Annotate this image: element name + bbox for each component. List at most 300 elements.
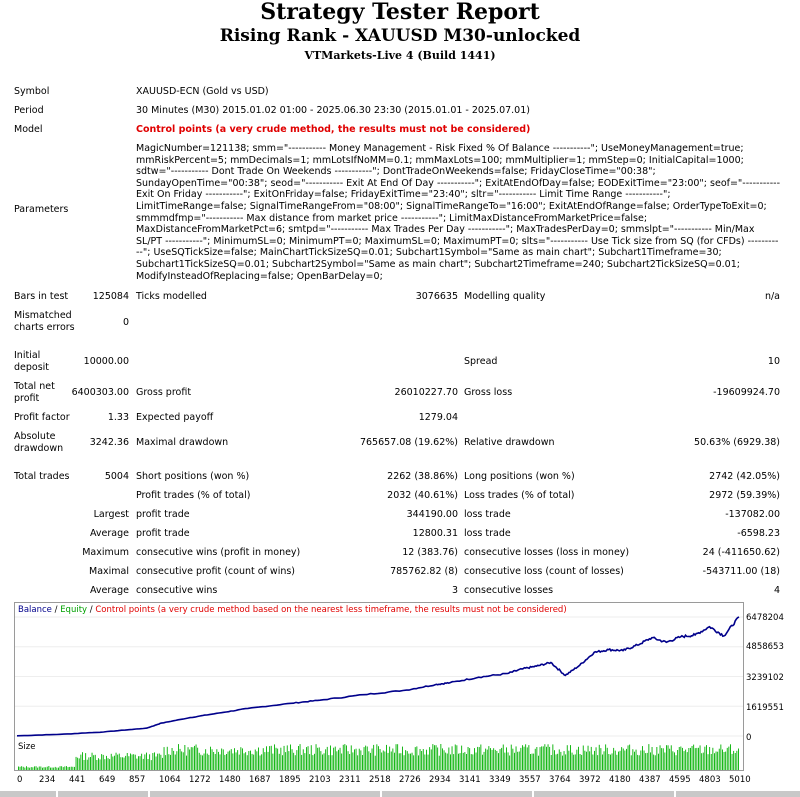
- size-bar: [512, 749, 513, 770]
- x-tick-label: 3557: [519, 775, 541, 785]
- size-bar: [482, 755, 483, 770]
- size-bar: [138, 756, 139, 770]
- legend-balance: Balance: [18, 605, 52, 615]
- size-bar: [600, 748, 601, 770]
- size-bar: [207, 754, 208, 770]
- size-bar: [208, 755, 209, 770]
- size-bar: [224, 755, 225, 770]
- size-bar: [336, 751, 337, 770]
- size-bar: [79, 758, 80, 770]
- size-bar: [544, 744, 545, 770]
- size-bar: [655, 755, 656, 770]
- size-bar: [298, 746, 299, 770]
- size-bar: [47, 767, 48, 770]
- spread-value: 10: [767, 356, 780, 367]
- size-bar: [676, 755, 677, 770]
- size-bar: [226, 754, 227, 770]
- size-bar: [66, 766, 67, 770]
- size-bar: [277, 749, 278, 770]
- size-bar: [410, 754, 411, 770]
- size-bar: [698, 748, 699, 770]
- avg-cons-wins-label: consecutive wins: [136, 585, 218, 596]
- size-bar: [696, 748, 697, 770]
- size-bar: [733, 751, 734, 770]
- size-bar: [461, 746, 462, 770]
- size-bar: [399, 753, 400, 770]
- size-bar: [501, 748, 502, 770]
- x-tick-label: 1480: [219, 775, 241, 785]
- size-bar: [695, 748, 696, 770]
- size-bar: [133, 754, 134, 770]
- size-bar: [98, 758, 99, 770]
- size-bar: [418, 755, 419, 770]
- size-bar: [367, 747, 368, 771]
- size-bar: [602, 755, 603, 771]
- size-bar: [103, 755, 104, 770]
- size-bar: [714, 753, 715, 770]
- size-bar: [576, 750, 577, 770]
- size-bar: [624, 751, 625, 771]
- average2-label: Average: [89, 585, 129, 596]
- size-bar: [568, 751, 569, 770]
- size-bar: [111, 754, 112, 770]
- x-tick-label: 234: [39, 775, 56, 785]
- size-bar: [228, 752, 229, 770]
- size-bar: [562, 756, 563, 770]
- size-bar: [493, 748, 494, 770]
- y-tick-label: 0: [746, 733, 752, 743]
- size-bar: [402, 747, 403, 770]
- size-bar: [458, 754, 459, 770]
- x-tick-label: 1064: [159, 775, 181, 785]
- size-bar: [532, 754, 533, 770]
- average-loss-label: loss trade: [464, 528, 511, 539]
- size-bar: [359, 749, 360, 770]
- size-bar: [557, 754, 558, 770]
- size-bar: [151, 760, 152, 770]
- avg-cons-wins-value: 3: [451, 585, 458, 596]
- size-bar: [384, 752, 385, 771]
- size-bar: [285, 752, 286, 770]
- size-bar: [404, 755, 405, 770]
- size-bar: [71, 767, 72, 770]
- size-bar: [39, 767, 40, 771]
- size-bar: [455, 745, 456, 771]
- size-bar: [469, 748, 470, 770]
- size-bar: [260, 756, 261, 771]
- size-bar: [53, 768, 54, 770]
- size-bar: [287, 745, 288, 770]
- size-bar: [397, 744, 398, 770]
- chart-legend: [18, 605, 567, 615]
- size-bar: [168, 754, 169, 770]
- size-bar: [87, 760, 88, 770]
- size-bar: [159, 754, 160, 771]
- size-bar: [44, 767, 45, 770]
- absolute-drawdown-value: 3242.36: [89, 437, 129, 448]
- bottom-bar-segment: [150, 791, 380, 797]
- size-bar: [400, 753, 401, 770]
- size-bar: [415, 747, 416, 770]
- size-bar: [354, 749, 355, 770]
- size-bar: [255, 750, 256, 771]
- size-bar: [485, 749, 486, 770]
- size-label: Size: [18, 742, 36, 752]
- initial-deposit-value: 10000.00: [83, 356, 129, 367]
- x-tick-label: 1272: [189, 775, 211, 785]
- x-tick-label: 857: [129, 775, 146, 785]
- size-bar: [612, 753, 613, 770]
- size-bar: [104, 759, 105, 770]
- size-bar: [634, 752, 635, 770]
- absolute-drawdown-label-2: drawdown: [14, 443, 64, 454]
- size-bar: [434, 745, 435, 770]
- size-bar: [647, 753, 648, 770]
- size-bar: [488, 746, 489, 770]
- size-bar: [596, 747, 597, 770]
- size-bar: [536, 747, 537, 770]
- model-value: Control points (a very crude method, the results must not be considered): [136, 124, 531, 135]
- spread-label: Spread: [464, 356, 498, 367]
- size-bar: [42, 768, 43, 770]
- x-tick-label: 4387: [639, 775, 661, 785]
- size-bar: [594, 751, 595, 770]
- size-bar: [413, 755, 414, 770]
- size-bar: [68, 767, 69, 770]
- size-bar: [405, 750, 406, 770]
- size-bar: [117, 755, 118, 770]
- legend-sep-2: /: [87, 605, 96, 615]
- size-bar: [122, 757, 123, 770]
- size-bar: [132, 755, 133, 771]
- gross-loss-label: Gross loss: [464, 387, 513, 398]
- size-bar: [252, 754, 253, 770]
- size-bar: [264, 752, 265, 770]
- size-bar: [671, 745, 672, 770]
- bottom-bar-segment: [382, 791, 532, 797]
- size-bar: [261, 754, 262, 770]
- size-bar: [650, 752, 651, 770]
- size-bar: [328, 755, 329, 770]
- size-bar: [376, 744, 377, 770]
- size-bar: [613, 748, 614, 770]
- size-bar: [234, 748, 235, 770]
- size-bar: [21, 766, 22, 770]
- largest-profit-label: profit trade: [136, 509, 190, 520]
- profit-trades-label: Profit trades (% of total): [136, 490, 251, 501]
- size-bar: [690, 748, 691, 770]
- average-label: Average: [89, 528, 129, 539]
- size-bar: [76, 757, 77, 770]
- size-bar: [570, 745, 571, 770]
- size-bar: [492, 750, 493, 770]
- size-bar: [684, 751, 685, 770]
- size-bar: [447, 754, 448, 771]
- size-bar: [120, 757, 121, 770]
- size-bar: [653, 755, 654, 770]
- x-tick-label: 3141: [459, 775, 481, 785]
- maximal-drawdown-label: Maximal drawdown: [136, 437, 229, 448]
- report-build: VTMarkets-Live 4 (Build 1441): [304, 49, 496, 62]
- size-bar: [623, 749, 624, 771]
- x-tick-label: 1895: [279, 775, 301, 785]
- size-bar: [450, 754, 451, 770]
- bottom-bar-segment: [0, 791, 56, 797]
- size-bar: [452, 746, 453, 770]
- size-bar: [370, 753, 371, 770]
- size-bar: [308, 746, 309, 770]
- period-label: Period: [14, 105, 44, 116]
- x-tick-label: 649: [99, 775, 116, 785]
- size-bar: [504, 753, 505, 770]
- size-bar: [591, 747, 592, 770]
- size-bar: [517, 752, 518, 770]
- size-bar: [496, 751, 497, 770]
- size-bar: [717, 752, 718, 770]
- size-bar: [525, 744, 526, 770]
- size-bar: [127, 753, 128, 770]
- size-bar: [453, 754, 454, 770]
- x-tick-label: 3764: [549, 775, 571, 785]
- maximal-cons-profit-label: consecutive profit (count of wins): [136, 566, 296, 577]
- x-tick-label: 0: [17, 775, 23, 785]
- size-bar: [642, 746, 643, 770]
- size-bar: [490, 748, 491, 770]
- size-bar: [381, 753, 382, 771]
- size-bar: [639, 755, 640, 770]
- size-bar: [672, 751, 673, 770]
- size-bar: [63, 767, 64, 770]
- size-bar: [680, 747, 681, 771]
- period-value: 30 Minutes (M30) 2015.01.02 01:00 - 2025.06.30 23:30 (2015.01.01 - 2025.07.01): [136, 105, 530, 116]
- size-bar: [45, 767, 46, 770]
- size-bar: [112, 757, 113, 771]
- gross-loss-value: -19609924.70: [713, 387, 780, 398]
- size-bar: [584, 751, 585, 770]
- maximum-label: Maximum: [82, 547, 129, 558]
- size-bar: [511, 745, 512, 770]
- size-bar: [143, 759, 144, 770]
- y-tick-label: 4858653: [746, 642, 784, 652]
- modelling-quality-value: n/a: [764, 291, 780, 302]
- size-bar: [58, 768, 59, 770]
- size-bar: [472, 754, 473, 770]
- size-bar: [343, 745, 344, 770]
- maximal-cons-profit-value: 785762.82 (8): [390, 566, 458, 577]
- size-bar: [148, 759, 149, 770]
- size-bar: [583, 746, 584, 771]
- mismatched-value: 0: [122, 317, 129, 328]
- size-bar: [618, 752, 619, 770]
- size-bar: [637, 755, 638, 770]
- size-bar: [149, 754, 150, 770]
- size-bar: [248, 751, 249, 770]
- size-bar: [388, 753, 389, 770]
- size-bar: [191, 747, 192, 770]
- size-bar: [109, 759, 110, 770]
- size-bar: [213, 752, 214, 770]
- size-bar: [487, 750, 488, 770]
- size-bar: [204, 754, 205, 771]
- size-bar: [314, 754, 315, 770]
- size-bar: [18, 767, 19, 771]
- x-tick-label: 4803: [699, 775, 721, 785]
- size-bar: [136, 759, 137, 770]
- short-positions-label: Short positions (won %): [136, 471, 250, 482]
- size-bar: [216, 749, 217, 770]
- x-tick-label: 3349: [489, 775, 511, 785]
- long-positions-label: Long positions (won %): [464, 471, 575, 482]
- size-bar: [268, 752, 269, 770]
- size-bar: [346, 745, 347, 770]
- size-bar: [709, 747, 710, 770]
- size-bar: [352, 752, 353, 770]
- size-bar: [364, 747, 365, 770]
- size-bar: [140, 756, 141, 770]
- size-bar: [567, 745, 568, 770]
- size-bar: [392, 749, 393, 771]
- size-bar: [157, 754, 158, 770]
- size-bar: [183, 752, 184, 770]
- size-bar: [20, 767, 21, 770]
- size-bar: [167, 747, 168, 770]
- size-bar: [666, 745, 667, 770]
- average-profit-value: 12800.31: [412, 528, 458, 539]
- report-title: Strategy Tester Report: [260, 0, 540, 25]
- size-bar: [135, 755, 136, 770]
- size-bar: [146, 753, 147, 770]
- x-tick-label: 2934: [429, 775, 451, 785]
- total-trades-value: 5004: [104, 471, 129, 482]
- size-bar: [391, 752, 392, 771]
- size-bar: [581, 755, 582, 770]
- size-bar: [96, 760, 97, 770]
- x-tick-label: 1687: [249, 775, 271, 785]
- size-bar: [564, 751, 565, 770]
- size-bar: [520, 748, 521, 770]
- size-bar: [597, 755, 598, 770]
- size-bar: [244, 753, 245, 770]
- size-bar: [197, 748, 198, 770]
- size-bar: [396, 744, 397, 770]
- size-bar: [429, 747, 430, 770]
- size-bar: [732, 754, 733, 770]
- size-chart: [14, 740, 744, 771]
- size-bar: [250, 751, 251, 770]
- total-net-profit-label: Total net: [14, 381, 55, 392]
- size-bar: [703, 753, 704, 770]
- size-bar: [720, 745, 721, 771]
- size-bar: [231, 749, 232, 770]
- max-cons-losses-label: consecutive losses (loss in money): [464, 547, 630, 558]
- size-bar: [580, 754, 581, 770]
- size-bar: [330, 746, 331, 771]
- size-bar: [154, 752, 155, 770]
- size-bar: [335, 747, 336, 770]
- size-bar: [304, 753, 305, 770]
- size-bar: [188, 747, 189, 770]
- size-bar: [351, 745, 352, 770]
- size-bar: [471, 754, 472, 770]
- bottom-bar-segment: [58, 791, 148, 797]
- size-bar: [506, 747, 507, 770]
- size-bar: [175, 755, 176, 771]
- size-bar: [442, 748, 443, 770]
- size-bar: [290, 745, 291, 771]
- size-bar: [200, 755, 201, 770]
- ticks-modelled-label: Ticks modelled: [136, 291, 207, 302]
- size-bar: [421, 751, 422, 770]
- profit-factor-label: Profit factor: [14, 412, 70, 423]
- x-tick-label: 4595: [669, 775, 691, 785]
- modelling-quality-label: Modelling quality: [464, 291, 546, 302]
- size-bar: [716, 752, 717, 771]
- initial-deposit-label-2: deposit: [14, 362, 50, 373]
- size-bar: [736, 751, 737, 770]
- size-bar: [423, 749, 424, 770]
- size-bar: [540, 747, 541, 770]
- size-bar: [125, 756, 126, 770]
- size-bar: [253, 755, 254, 770]
- size-bar: [722, 750, 723, 771]
- size-bar: [712, 748, 713, 770]
- profit-factor-value: 1.33: [107, 412, 129, 423]
- max-cons-losses-value: 24 (-411650.62): [702, 547, 780, 558]
- size-bar: [711, 754, 712, 770]
- size-bar: [704, 747, 705, 770]
- size-bar: [607, 748, 608, 770]
- size-bar: [701, 753, 702, 770]
- largest-label: Largest: [93, 509, 129, 520]
- size-bar: [445, 753, 446, 770]
- size-bar: [735, 753, 736, 770]
- size-bar: [440, 744, 441, 770]
- size-bar: [186, 756, 187, 770]
- max-cons-wins-label: consecutive wins (profit in money): [136, 547, 301, 558]
- size-bar: [295, 755, 296, 770]
- size-bar: [575, 754, 576, 770]
- total-net-profit-value: 6400303.00: [71, 387, 129, 398]
- size-bar: [74, 767, 75, 770]
- size-bar: [237, 750, 238, 770]
- size-bar: [108, 758, 109, 770]
- profit-trades-value: 2032 (40.61%): [387, 490, 458, 501]
- size-bar: [90, 757, 91, 770]
- size-bar: [324, 753, 325, 770]
- expected-payoff-label: Expected payoff: [136, 412, 214, 423]
- size-bar: [708, 754, 709, 770]
- size-bar: [480, 745, 481, 771]
- size-bar: [26, 766, 27, 770]
- size-bar: [50, 768, 51, 770]
- size-bar: [616, 755, 617, 770]
- size-bar: [160, 755, 161, 770]
- size-bar: [394, 753, 395, 770]
- size-bar: [245, 752, 246, 770]
- size-bar: [205, 749, 206, 770]
- maximal-drawdown-value: 765657.08 (19.62%): [359, 437, 458, 448]
- size-bar: [530, 754, 531, 770]
- size-bar: [114, 756, 115, 770]
- size-bar: [85, 753, 86, 770]
- size-bar: [389, 747, 390, 770]
- size-bar: [130, 754, 131, 771]
- size-bar: [522, 745, 523, 770]
- size-bar: [479, 747, 480, 770]
- size-bar: [693, 745, 694, 770]
- size-bar: [173, 751, 174, 770]
- size-bar: [640, 751, 641, 771]
